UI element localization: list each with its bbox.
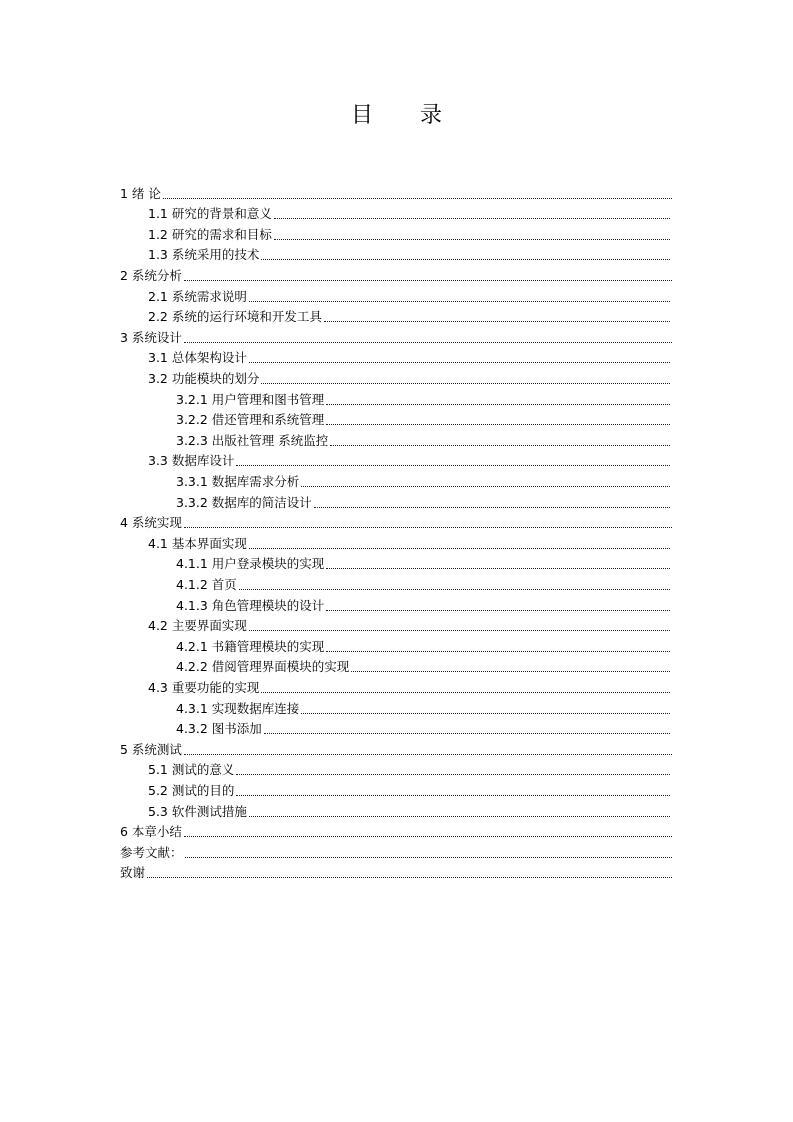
dot-leader xyxy=(301,712,670,714)
toc-entry-label: 1.3 系统采用的技术 xyxy=(148,247,260,263)
toc-entry[interactable] xyxy=(120,737,672,758)
dot-leader xyxy=(236,794,670,796)
toc-entry[interactable] xyxy=(148,284,670,305)
dot-leader xyxy=(236,464,670,466)
toc-entry[interactable] xyxy=(176,572,670,593)
toc-entry-label: 3.2 功能模块的划分 xyxy=(148,370,260,386)
toc-entry[interactable] xyxy=(148,243,670,264)
dot-leader xyxy=(274,217,670,219)
toc-entry[interactable] xyxy=(148,222,670,243)
toc-entry[interactable] xyxy=(176,593,670,614)
toc-entry[interactable] xyxy=(120,840,672,861)
toc-entry[interactable] xyxy=(176,655,670,676)
toc-entry-label: 1.1 研究的背景和意义 xyxy=(148,206,272,222)
toc-entry-label: 4.1.2 首页 xyxy=(176,576,237,592)
dot-leader xyxy=(274,238,670,240)
toc-entry-label: 4.1.3 角色管理模块的设计 xyxy=(176,597,325,613)
toc-entry[interactable] xyxy=(148,305,670,326)
toc-entry-label: 4 系统实现 xyxy=(120,515,182,531)
dot-leader xyxy=(185,856,672,858)
toc-entry-label: 3.2.3 出版社管理 系统监控 xyxy=(176,432,329,448)
toc-entry[interactable] xyxy=(176,634,670,655)
toc-entry-label: 1 绪 论 xyxy=(120,185,161,201)
dot-leader xyxy=(261,382,670,384)
toc-entry-label: 3 系统设计 xyxy=(120,329,182,345)
toc-entry-label: 5.2 测试的目的 xyxy=(148,782,235,798)
dot-leader xyxy=(330,444,670,446)
toc-entry-label: 3.1 总体架构设计 xyxy=(148,350,247,366)
toc-entry-label: 1.2 研究的需求和目标 xyxy=(148,226,272,242)
toc-entry-label: 2.1 系统需求说明 xyxy=(148,288,247,304)
toc-entry-label: 4.2.1 书籍管理模块的实现 xyxy=(176,638,325,654)
dot-leader xyxy=(249,300,670,302)
toc-entry-label: 4.1 基本界面实现 xyxy=(148,535,247,551)
toc-entry[interactable] xyxy=(176,696,670,717)
dot-leader xyxy=(261,691,670,693)
toc-entry[interactable] xyxy=(120,325,672,346)
toc-entry[interactable] xyxy=(148,614,670,635)
toc-entry[interactable] xyxy=(176,408,670,429)
dot-leader xyxy=(351,670,670,672)
dot-leader xyxy=(261,258,670,260)
toc-entry[interactable] xyxy=(176,387,670,408)
dot-leader xyxy=(249,629,670,631)
toc-entry[interactable] xyxy=(148,675,670,696)
toc-entry[interactable] xyxy=(148,531,670,552)
toc-entry[interactable] xyxy=(176,428,670,449)
toc-entry-label: 2.2 系统的运行环境和开发工具 xyxy=(148,309,322,325)
toc-entry-label: 5 系统测试 xyxy=(120,741,182,757)
toc-entry[interactable] xyxy=(148,202,670,223)
toc-entry-label: 4.2 主要界面实现 xyxy=(148,618,247,634)
toc-entry-label: 4.1.1 用户登录模块的实现 xyxy=(176,556,325,572)
dot-leader xyxy=(236,773,670,775)
toc-entry-label: 6 本章小结 xyxy=(120,824,182,840)
toc-entry[interactable] xyxy=(120,181,672,202)
toc-entry-label: 致谢 xyxy=(120,865,146,881)
dot-leader xyxy=(326,609,670,611)
toc-entry[interactable] xyxy=(148,346,670,367)
toc-entry-label: 4.3.1 实现数据库连接 xyxy=(176,700,300,716)
dot-leader xyxy=(184,341,672,343)
dot-leader xyxy=(184,835,672,837)
toc-entry-label: 3.2.1 用户管理和图书管理 xyxy=(176,391,325,407)
dot-leader xyxy=(264,732,670,734)
toc-entry[interactable] xyxy=(176,469,670,490)
toc-entry-label: 3.3.2 数据库的简洁设计 xyxy=(176,494,312,510)
toc-entry[interactable] xyxy=(148,799,670,820)
toc-entry-label: 3.2.2 借还管理和系统管理 xyxy=(176,412,325,428)
dot-leader xyxy=(324,320,670,322)
toc-entry[interactable] xyxy=(176,552,670,573)
toc-entry[interactable] xyxy=(120,511,672,532)
toc-entry[interactable] xyxy=(148,758,670,779)
dot-leader xyxy=(184,279,672,281)
toc-entry-label: 3.3.1 数据库需求分析 xyxy=(176,473,300,489)
toc-entry[interactable] xyxy=(176,490,670,511)
dot-leader xyxy=(249,815,670,817)
dot-leader xyxy=(301,485,670,487)
dot-leader xyxy=(163,197,672,199)
page-title: 目 录 xyxy=(351,103,462,128)
toc-entry[interactable] xyxy=(120,820,672,841)
toc-entry-label: 5.3 软件测试措施 xyxy=(148,803,247,819)
toc-entry-label: 4.2.2 借阅管理界面模块的实现 xyxy=(176,659,350,675)
toc-entry[interactable] xyxy=(148,778,670,799)
dot-leader xyxy=(249,361,670,363)
dot-leader xyxy=(249,547,670,549)
toc-entry-label: 4.3 重要功能的实现 xyxy=(148,679,260,695)
dot-leader xyxy=(147,876,672,878)
dot-leader xyxy=(184,753,672,755)
toc-entry-label: 2 系统分析 xyxy=(120,267,182,283)
dot-leader xyxy=(326,567,670,569)
toc-entry-label: 3.3 数据库设计 xyxy=(148,453,235,469)
dot-leader xyxy=(239,588,670,590)
toc-entry[interactable] xyxy=(176,717,670,738)
toc-entry[interactable] xyxy=(120,861,672,882)
dot-leader xyxy=(184,526,672,528)
dot-leader xyxy=(326,650,670,652)
dot-leader xyxy=(326,423,670,425)
dot-leader xyxy=(326,403,670,405)
dot-leader xyxy=(314,506,670,508)
toc-entry[interactable] xyxy=(148,366,670,387)
toc-entry-label: 4.3.2 图书添加 xyxy=(176,721,262,737)
toc-entry-label: 参考文献： xyxy=(120,844,183,860)
toc-entry[interactable] xyxy=(148,449,670,470)
toc-entry[interactable] xyxy=(120,263,672,284)
toc-entry-label: 5.1 测试的意义 xyxy=(148,762,235,778)
